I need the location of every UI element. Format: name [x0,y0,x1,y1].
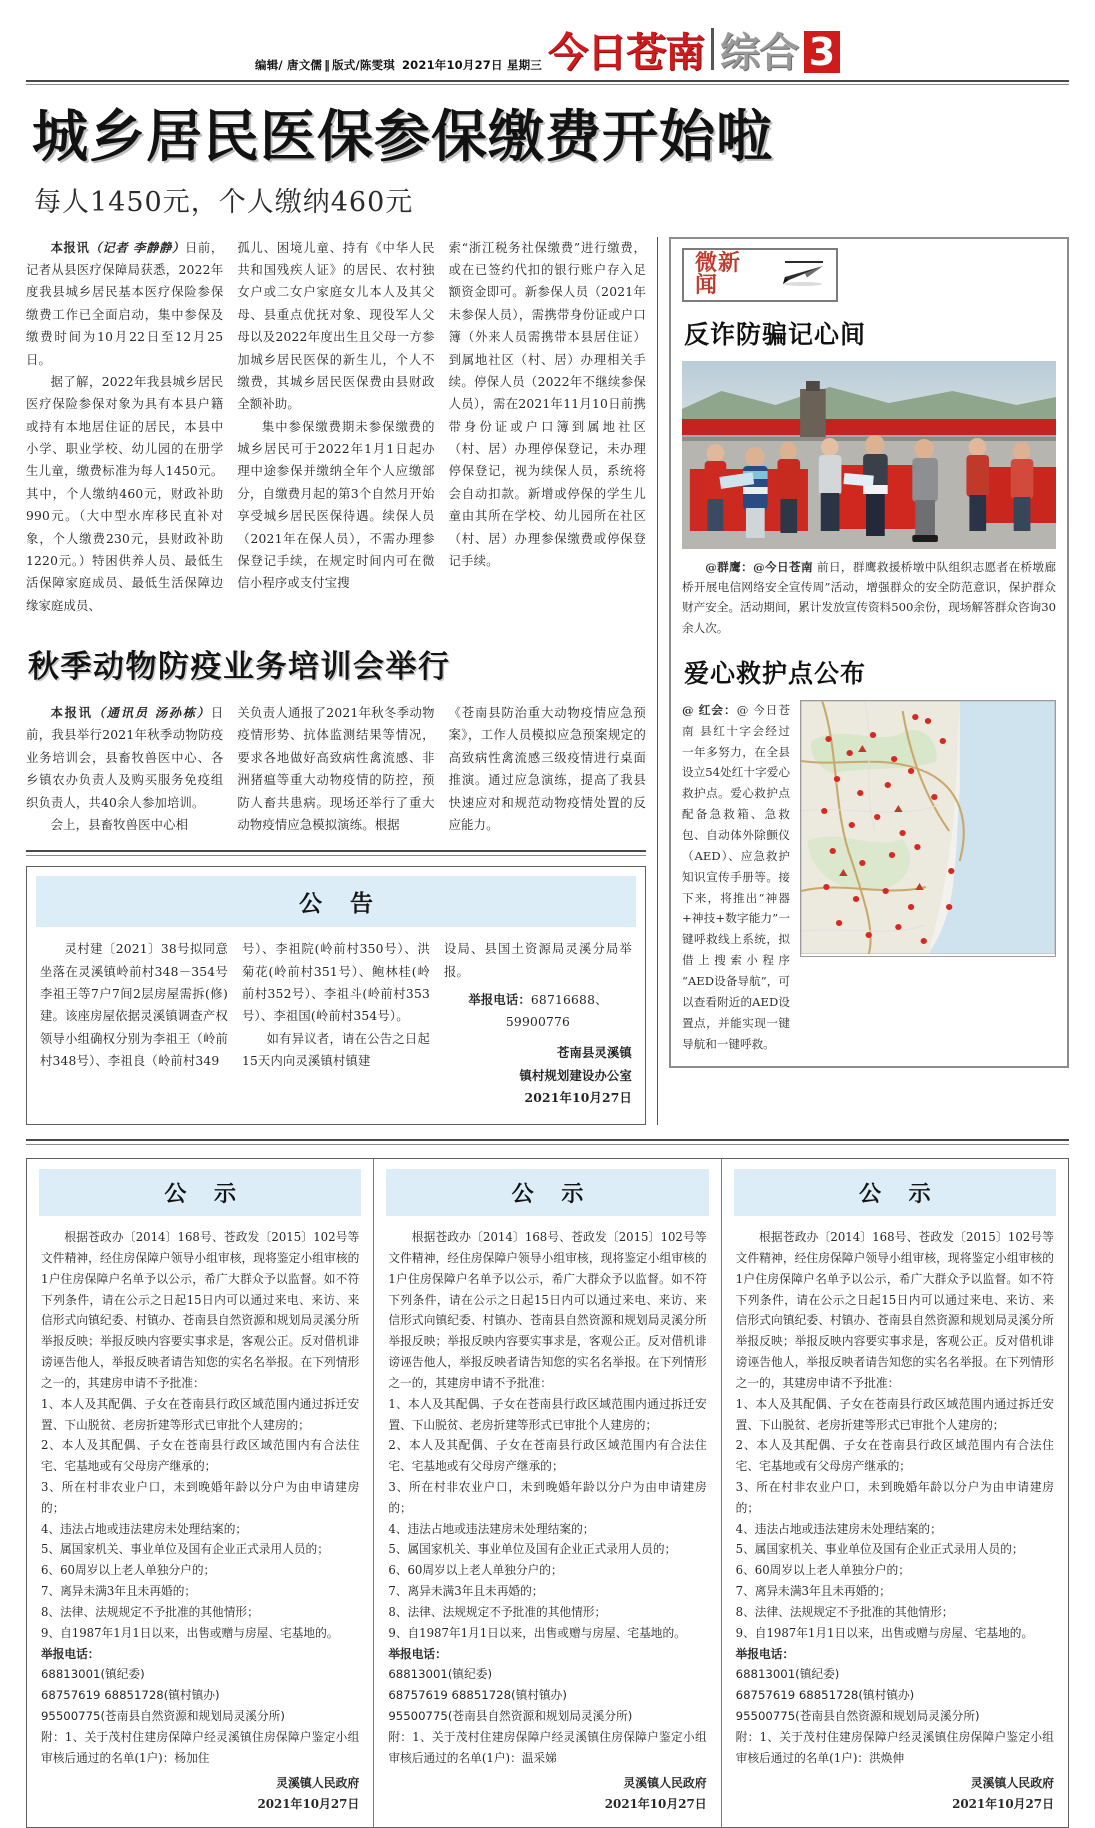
second-lead-in-label: 本报讯 [50,705,93,721]
bulletin-3-tel-3: 95500775(苍南县自然资源和规划局灵溪分所) [735,1709,980,1724]
bottom-divider-thick [26,1139,1069,1141]
bulletin-1-tel-label: 举报电话： [41,1646,100,1661]
bulletin-body-2 [374,1216,720,1815]
bulletin-2-item-7: 8、法律、法规规定不予批准的其他情形； [388,1604,607,1619]
bulletin-1-item-0: 1、本人及其配偶、子女在苍南县行政区域范围内通过拆迁安置、下山脱贫、老房折建等形式已审批个人建房的； [41,1396,360,1432]
bulletin-1-sig-line-1: 灵溪镇人民政府 [276,1775,360,1790]
bulletin-body-1 [27,1216,373,1815]
bulletin-1-item-2: 3、所在村非农业户口，未到晚婚年龄以分户为由申请建房的； [41,1479,360,1515]
lead-in-label: 本报讯 [50,239,90,255]
upper-vertical-divider [657,237,658,1125]
bulletin-3-item-8: 9、自1987年1月1日以来，出售或赠与房屋、宅基地的。 [735,1625,1034,1640]
lead-paragraph-2: 据了解，2022年我县城乡居民医疗保险参保对象为具有本县户籍或持有本地居住证的居民，本县中小学、职业学校、幼儿园的在册学生儿童，缴费标准为每人1450元。其中，个人缴纳460元，财政补助990元。（大中型水库移民直补对象，个人缴费230元，县财政补助1220元。）特困供养人员、最低生活保障家庭成员、最低生活保障边缘家庭成员、 [26,374,224,613]
lead-subheadline: 每人1450元，个人缴纳460元 [34,186,414,218]
second-paragraph-1-text: 日前，我县举行2021年秋季动物防疫业务培训会，县畜牧兽医中心、各乡镇农办负责人及购买服务免疫组织负责人，共40余人参加培训。 [26,706,224,810]
notice-sig-line-1: 苍南县灵溪镇 [557,1044,632,1060]
bulletin-2-intro: 根据苍政办〔2014〕168号、苍政发〔2015〕102号等文件精神，经住房保障户领导小组审核，现将鉴定小组审核的1户住房保障户名单予以公示，希广大群众予以监督。如不符下列条件，请在公示之日起15日内可以通过来电、来访、来信形式向镇纪委、村镇办、苍南县自然资源和规划局灵溪分所举报反映；举报反映内容要实事求是，客观公正。反对借机诽谤诬告他人，举报反映者请告知您的实名名举报。在下列情形之一的，其建房申请不予批准： [388,1230,707,1390]
bulletin-1-signature [41,1773,359,1816]
bulletin-3-item-7: 8、法律、法规规定不予批准的其他情形； [735,1604,954,1619]
bulletin-3-item-2: 3、所在村非农业户口，未到晚婚年龄以分户为由申请建房的； [735,1479,1054,1515]
notice-signature [444,1042,632,1110]
bulletin-1-intro: 根据苍政办〔2014〕168号、苍政发〔2015〕102号等文件精神，经住房保障户领导小组审核，现将鉴定小组审核的1户住房保障户名单予以公示，希广大群众予以监督。如不符下列条件，请在公示之日起15日内可以通过来电、来访、来信形式向镇纪委、村镇办、苍南县自然资源和规划局灵溪分所举报反映；举报反映内容要实事求是，客观公正。反对借机诽谤诬告他人，举报反映者请告知您的实名名举报。在下列情形之一的，其建房申请不予批准： [41,1230,360,1390]
bulletin-1-item-5: 6、60周岁以上老人单独分户的； [41,1563,216,1578]
bulletin-1-sig-line-2: 2021年10月27日 [257,1797,360,1811]
bulletin-body-3 [722,1216,1068,1815]
masthead-credits [255,57,542,75]
bulletin-3-tel-1: 68813001(镇纪委) [735,1667,840,1682]
micro-news-photo-caption [682,557,1056,638]
notice-column-3 [444,938,632,1110]
notice-tel-block [444,989,632,1034]
upper-section [26,237,1069,1125]
masthead-vertical-rule [711,28,714,70]
second-article-column-2 [237,702,434,836]
bulletins-row [26,1158,1069,1828]
second-article-headline: 秋季动物防疫业务培训会举行 [28,649,451,686]
bulletin-1-item-1: 2、本人及其配偶、子女在苍南县行政区域范围内有合法住宅、宅基地或有父母房产继承的； [41,1438,360,1474]
bulletin-2-attachment: 附：1、关于茂村住建房保障户经灵溪镇住房保障户鉴定小组审核后通过的名单(1户)：温采娣 [388,1729,707,1765]
micro-news-box [669,237,1069,1069]
credit-separator: ‖ [324,57,331,72]
item2-handle: @ 红会： [682,702,737,717]
lead-col3-paragraph-1: 索“浙江税务社保缴费”进行缴费，或在已签约代扣的银行账户存入足额资金即可。新参保人员（2021年未参保人员），需携带身份证或户口簿（外来人员需携带本县居住证）到属地社区（村、居）办理相关手续。停保人员（2022年不继续参保人员），需在2021年11月10日前携带身份证或户口簿到属地社区（村、居）办理停保登记，未办理停保登记，视为续保人员，系统将会自动扣款。新增或停保的学生儿童由其所在学校、幼儿园所在社区（村、居）办理参保缴费或停保登记手续。 [448,240,646,568]
section-name: 综合 [720,30,798,76]
bulletin-2-signature [388,1773,706,1816]
bulletin-2-item-1: 2、本人及其配偶、子女在苍南县行政区域范围内有合法住宅、宅基地或有父母房产继承的； [388,1438,707,1474]
micro-news-item1-title: 反诈防骗记心间 [684,319,867,349]
bulletin-1-item-4: 5、属国家机关、事业单位及国有企业正式录用人员的； [41,1542,329,1557]
upper-right-region [669,237,1069,1125]
second-article-columns [26,702,646,836]
lead-article-columns [26,237,646,617]
notice-divider-thin [26,855,646,856]
bulletin-1-tel-3: 95500775(苍南县自然资源和规划局灵溪分所) [41,1709,285,1724]
second-paragraph-2: 会上，县畜牧兽医中心相 [50,817,189,832]
second-article-column-1 [26,702,223,836]
bulletin-3-sig-line-2: 2021年10月27日 [952,1797,1054,1811]
lead-headline: 城乡居民医保参保缴费开始啦 [32,105,773,170]
notice-band [36,876,636,927]
notice-column-2 [242,938,430,1110]
editor-label: 编辑/ 唐文儒 [255,57,323,72]
bulletin-column-2 [373,1159,720,1827]
bulletin-1-attachment: 附：1、关于茂村住建房保障户经灵溪镇住房保障户鉴定小组审核后通过的名单(1户)：杨加住 [41,1729,360,1765]
caption-text: 前日，群鹰救援桥墩中队组织志愿者在桥墩廊桥开展电信网络安全宣传周”活动，增强群众的安全防范意识，保护群众财产安全。活动期间，累计发放宣传资料500余份，现场解答群众咨询30余人次。 [682,559,1056,635]
bulletin-2-item-4: 5、属国家机关、事业单位及国有企业正式录用人员的； [388,1542,677,1557]
notice-tel-1: 68716688、 [530,993,608,1008]
micro-news-item2-text [682,700,790,1055]
bulletin-2-item-3: 4、违法占地或违法建房未处理结案的； [388,1521,595,1536]
bulletin-3-attachment: 附：1、关于茂村住建房保障户经灵溪镇住房保障户鉴定小组审核后通过的名单(1户)：洪焕伸 [735,1729,1054,1765]
bulletin-band-2 [386,1169,708,1216]
micro-news-tag-label: 微新闻 [695,250,742,298]
bulletin-2-tel-2: 68757619 68851728(镇村镇办) [388,1688,567,1703]
layout-label: 版式/陈雯琪 [332,57,395,72]
bulletin-3-sig-line-1: 灵溪镇人民政府 [970,1775,1054,1790]
second-col3-paragraph-1: 《苍南县防治重大动物疫情应急预案》，工作人员模拟应急预案规定的高致病性禽流感三级疫情进行桌面推演。通过应急演练，提高了我县快速应对和规范动物疫情处置的反应能力。 [448,706,646,832]
notice-sig-line-3: 2021年10月27日 [524,1090,632,1106]
masthead-inner [255,30,840,74]
bulletin-3-tel-label: 举报电话： [735,1646,795,1661]
second-paragraph-1 [26,702,223,814]
notice-col2-paragraph-2: 如有异议者，请在公告之日起15天内向灵溪镇村镇建 [242,1031,430,1069]
micro-news-item2-title: 爱心救护点公布 [684,658,867,688]
bottom-divider-thin [26,1144,1069,1145]
bulletin-2-item-6: 7、离异未满3年且未再婚的； [388,1584,544,1599]
bulletin-2-item-0: 1、本人及其配偶、子女在苍南县行政区域范围内通过拆迁安置、下山脱贫、老房折建等形式已审批个人建房的； [388,1396,707,1432]
second-byline: （通讯员 汤孙栋） [92,705,211,721]
notice-divider-thick [26,850,646,852]
bulletin-3-item-1: 2、本人及其配偶、子女在苍南县行政区域范围内有合法住宅、宅基地或有父母房产继承的； [735,1438,1054,1474]
bulletin-1-tel-2: 68757619 68851728(镇村镇办) [41,1688,220,1703]
notice-column-1 [40,938,228,1110]
bulletin-3-tel-2: 68757619 68851728(镇村镇办) [735,1688,915,1703]
bulletin-column-1 [27,1159,373,1827]
lead-col2-paragraph-2: 集中参保缴费期未参保缴费的城乡居民可于2022年1月1日起办理中途参保并缴纳全年个人应缴部分，自缴费月起的第3个自然月开始享受城乡居民医保待遇。续保人员（2021年在保人员），不需办理参保登记手续，在规定时间内可在微信小程序或支付宝搜 [237,419,435,591]
masthead [26,0,1069,78]
lead-paragraph-1-text: 日前，记者从县医疗保障局获悉，2022年度我县城乡居民基本医疗保险参保缴费工作已全面启动，集中参保及缴费时间为10月22日至12月25日。 [26,240,224,367]
lead-paragraph-1 [26,237,223,371]
notice-columns [40,938,632,1110]
caption-handle: @群鹰：@今日苍南 [705,559,813,574]
bulletin-3-intro: 根据苍政办〔2014〕168号、苍政发〔2015〕102号等文件精神，经住房保障户领导小组审核，现将鉴定小组审核的1户住房保障户名单予以公示，希广大群众予以监督。如不符下列条件，请在公示之日起15日内可以通过来电、来访、来信形式向镇纪委、村镇办、苍南县自然资源和规划局灵溪分所举报反映；举报反映内容要实事求是，客观公正。反对借机诽谤诬告他人，举报反映者请告知您的实名名举报。在下列情形之一的，其建房申请不予批准： [735,1230,1054,1390]
page-number-badge: 3 [804,31,840,73]
pen-icon [771,260,827,290]
notice-sig-line-2: 镇村规划建设办公室 [519,1067,632,1083]
bulletin-2-item-2: 3、所在村非农业户口，未到晚婚年龄以分户为由申请建房的； [388,1479,707,1515]
bulletin-1-item-3: 4、违法占地或违法建房未处理结案的； [41,1521,248,1536]
upper-left-region [26,237,646,1125]
bulletin-3-item-6: 7、离异未满3年且未再婚的； [735,1584,891,1599]
notice-col2-paragraph-1: 号）、李祖院(岭前村350号）、洪菊花(岭前村351号）、鲍林桂(岭前村352号）、李祖斗(岭前村353号）、李祖国(岭前村354号）。 [242,942,430,1024]
micro-news-tag [682,248,838,302]
newspaper-brand: 今日苍南 [548,30,704,76]
notice-col3-paragraph-1: 设局、县国土资源局灵溪分局举报。 [444,942,632,979]
bulletin-2-item-5: 6、60周岁以上老人单独分户的； [388,1563,563,1578]
bulletin-2-sig-line-1: 灵溪镇人民政府 [623,1775,707,1790]
bulletin-3-item-5: 6、60周岁以上老人单独分户的； [735,1563,910,1578]
lead-article-column-1 [26,237,223,617]
second-col2-paragraph-1: 关负责人通报了2021年秋冬季动物疫情形势、抗体监测结果等情况，要求各地做好高致病性禽流感、非洲猪瘟等重大动物疫情的防控，预防人畜共患病。现场还举行了重大动物疫情应急模拟演练。根据 [237,706,435,832]
micro-news-photo [682,361,1056,549]
bulletin-band-1 [39,1169,361,1216]
bulletin-2-item-8: 9、自1987年1月1日以来，出售或赠与房屋、宅基地的。 [388,1625,686,1640]
bulletin-2-tel-3: 95500775(苍南县自然资源和规划局灵溪分所) [388,1709,633,1724]
bulletin-2-sig-line-2: 2021年10月27日 [604,1797,707,1811]
bulletin-3-signature [736,1773,1054,1816]
lead-col2-paragraph-1: 孤儿、困境儿童、持有《中华人民共和国残疾人证》的居民、农村独女户或二女户家庭女儿本人及其父母、县重点优抚对象、现役军人父母以及2022年度出生且父母一方参加城乡居民医保的新生儿，个人不缴费，其城乡居民医保费由县财政全额补助。 [237,240,435,412]
masthead-rule-thin [26,84,1069,85]
bulletin-1-item-6: 7、离异未满3年且未再婚的； [41,1584,197,1599]
bulletin-2-tel-1: 68813001(镇纪委) [388,1667,492,1682]
aid-station-map [800,700,1056,957]
bulletin-3-item-0: 1、本人及其配偶、子女在苍南县行政区域范围内通过拆迁安置、下山脱贫、老房折建等形式已审批个人建房的； [735,1396,1054,1432]
bulletin-column-3 [721,1159,1068,1827]
bulletin-2-tel-label: 举报电话： [388,1646,447,1661]
bulletin-1-item-7: 8、法律、法规规定不予批准的其他情形； [41,1604,259,1619]
notice-col1-text: 灵村建〔2021〕38号拟同意坐落在灵溪镇岭前村348－354号李祖王等7户7间2层房屋需拆(修)建。该座房屋依据灵溪镇调查产权领导小组确权分别为李祖王（岭前村348号）、李祖良（岭前村349 [40,942,228,1069]
bulletin-title-2: 公 示 [511,1182,594,1208]
bulletin-3-item-3: 4、违法占地或违法建房未处理结案的； [735,1521,942,1536]
second-article-column-3 [449,702,646,836]
masthead-rule-thick [26,80,1069,82]
masthead-title-block [548,28,840,76]
bulletin-band-3 [734,1169,1056,1216]
lead-article-column-2 [237,237,434,617]
micro-news-map-row [682,700,1056,1055]
bulletin-3-item-4: 5、属国家机关、事业单位及国有企业正式录用人员的； [735,1542,1024,1557]
bulletin-1-item-8: 9、自1987年1月1日以来，出售或赠与房屋、宅基地的。 [41,1625,339,1640]
notice-tel-2: 59900776 [505,1015,571,1030]
bulletin-title-3: 公 示 [858,1182,941,1208]
notice-box-gonggao [26,866,646,1125]
notice-band-title: 公 告 [298,891,383,918]
lead-article-column-3 [449,237,646,617]
bulletin-title-1: 公 示 [164,1182,246,1208]
item2-body: @ 今日苍南 县红十字会经过一年多努力，在全县设立54处红十字爱心救护点。爱心救护点配备急救箱、急救包、自动体外除颤仪（AED）、应急救护知识宣传手册等。接下来，将推出“神器+神技+数字能力”一键呼救线上系统，拟借上搜索小程序“AED设备导航”，可以查看附近的AED设置点，并能实现一键导航和一键呼救。 [682,702,791,1051]
notice-body [27,927,645,1124]
publication-date: 2021年10月27日 星期三 [401,57,542,72]
notice-tel-label: 举报电话： [468,992,531,1008]
bulletin-1-tel-1: 68813001(镇纪委) [41,1667,145,1682]
lead-byline: （记者 李静静） [89,239,185,255]
